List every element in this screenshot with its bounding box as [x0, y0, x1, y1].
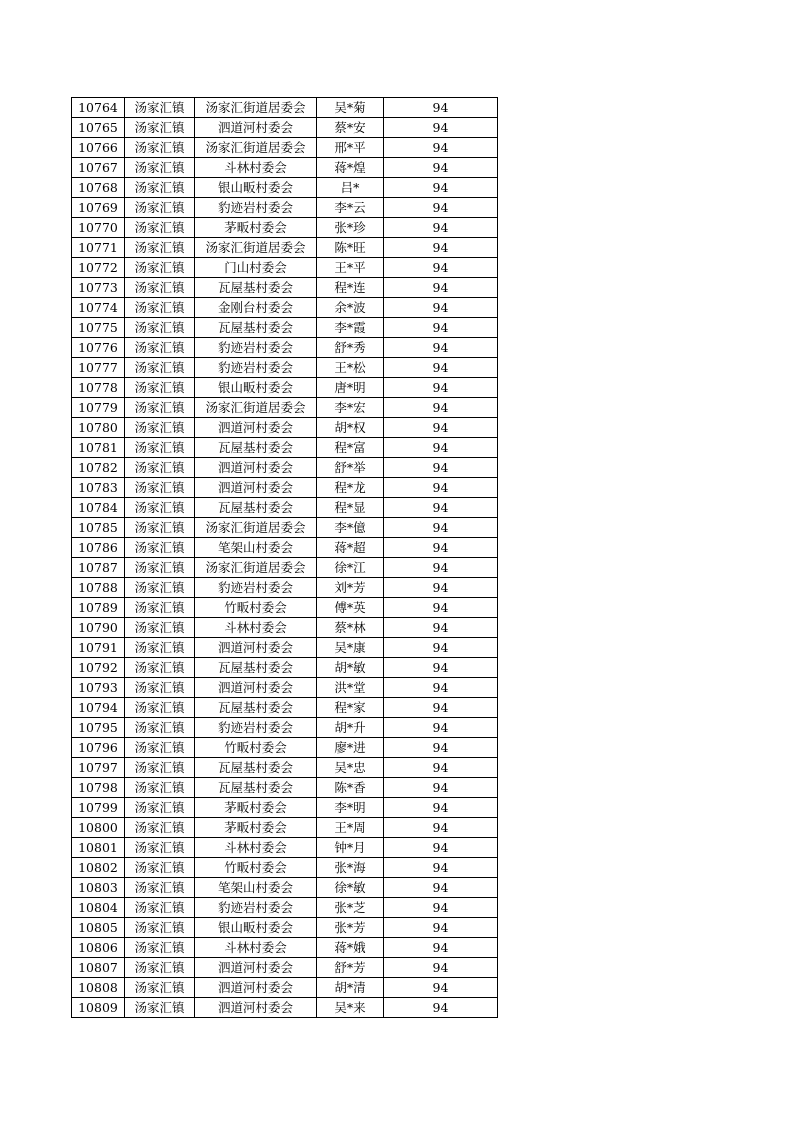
village-committee-cell: 泗道河村委会	[195, 638, 317, 658]
village-committee-cell: 瓦屋基村委会	[195, 778, 317, 798]
table-row	[72, 498, 498, 518]
row-number-cell: 10804	[72, 898, 125, 918]
town-cell: 汤家汇镇	[125, 438, 195, 458]
town-cell: 汤家汇镇	[125, 858, 195, 878]
town-cell: 汤家汇镇	[125, 258, 195, 278]
table-row	[72, 798, 498, 818]
row-number-cell: 10785	[72, 518, 125, 538]
table-row	[72, 358, 498, 378]
town-cell: 汤家汇镇	[125, 958, 195, 978]
village-committee-cell: 斗林村委会	[195, 838, 317, 858]
row-number-cell: 10806	[72, 938, 125, 958]
person-name-cell: 蒋*超	[317, 538, 384, 558]
table-row	[72, 738, 498, 758]
score-cell: 94	[384, 858, 498, 878]
row-number-cell: 10800	[72, 818, 125, 838]
row-number-cell: 10802	[72, 858, 125, 878]
village-committee-cell: 汤家汇街道居委会	[195, 558, 317, 578]
person-name-cell: 陈*旺	[317, 238, 384, 258]
person-name-cell: 刘*芳	[317, 578, 384, 598]
town-cell: 汤家汇镇	[125, 298, 195, 318]
row-number-cell: 10797	[72, 758, 125, 778]
town-cell: 汤家汇镇	[125, 458, 195, 478]
town-cell: 汤家汇镇	[125, 738, 195, 758]
person-name-cell: 王*松	[317, 358, 384, 378]
table-row	[72, 778, 498, 798]
row-number-cell: 10789	[72, 598, 125, 618]
town-cell: 汤家汇镇	[125, 198, 195, 218]
table-row	[72, 858, 498, 878]
row-number-cell: 10791	[72, 638, 125, 658]
village-committee-cell: 银山畈村委会	[195, 378, 317, 398]
table-row	[72, 938, 498, 958]
village-committee-cell: 汤家汇街道居委会	[195, 98, 317, 118]
person-name-cell: 吴*来	[317, 998, 384, 1018]
score-cell: 94	[384, 878, 498, 898]
village-committee-cell: 豹迹岩村委会	[195, 338, 317, 358]
person-name-cell: 张*海	[317, 858, 384, 878]
village-committee-cell: 汤家汇街道居委会	[195, 138, 317, 158]
town-cell: 汤家汇镇	[125, 838, 195, 858]
row-number-cell: 10780	[72, 418, 125, 438]
score-cell: 94	[384, 658, 498, 678]
score-cell: 94	[384, 98, 498, 118]
town-cell: 汤家汇镇	[125, 798, 195, 818]
person-name-cell: 程*显	[317, 498, 384, 518]
table-row	[72, 198, 498, 218]
town-cell: 汤家汇镇	[125, 338, 195, 358]
village-committee-cell: 豹迹岩村委会	[195, 578, 317, 598]
score-cell: 94	[384, 678, 498, 698]
village-committee-cell: 金刚台村委会	[195, 298, 317, 318]
person-name-cell: 唐*明	[317, 378, 384, 398]
village-committee-cell: 汤家汇街道居委会	[195, 238, 317, 258]
table-row	[72, 118, 498, 138]
town-cell: 汤家汇镇	[125, 158, 195, 178]
score-cell: 94	[384, 238, 498, 258]
person-name-cell: 程*连	[317, 278, 384, 298]
town-cell: 汤家汇镇	[125, 978, 195, 998]
table-row	[72, 678, 498, 698]
table-row	[72, 918, 498, 938]
person-name-cell: 李*云	[317, 198, 384, 218]
person-name-cell: 舒*芳	[317, 958, 384, 978]
village-committee-cell: 豹迹岩村委会	[195, 718, 317, 738]
town-cell: 汤家汇镇	[125, 638, 195, 658]
table-row	[72, 518, 498, 538]
town-cell: 汤家汇镇	[125, 598, 195, 618]
score-cell: 94	[384, 958, 498, 978]
table-row	[72, 318, 498, 338]
roster-table	[71, 97, 498, 1018]
village-committee-cell: 瓦屋基村委会	[195, 438, 317, 458]
score-cell: 94	[384, 318, 498, 338]
person-name-cell: 傅*英	[317, 598, 384, 618]
score-cell: 94	[384, 338, 498, 358]
table-row	[72, 258, 498, 278]
town-cell: 汤家汇镇	[125, 218, 195, 238]
row-number-cell: 10808	[72, 978, 125, 998]
person-name-cell: 张*芝	[317, 898, 384, 918]
person-name-cell: 程*家	[317, 698, 384, 718]
village-committee-cell: 泗道河村委会	[195, 678, 317, 698]
village-committee-cell: 泗道河村委会	[195, 478, 317, 498]
row-number-cell: 10786	[72, 538, 125, 558]
table-row	[72, 818, 498, 838]
table-row	[72, 278, 498, 298]
town-cell: 汤家汇镇	[125, 358, 195, 378]
town-cell: 汤家汇镇	[125, 878, 195, 898]
town-cell: 汤家汇镇	[125, 778, 195, 798]
row-number-cell: 10777	[72, 358, 125, 378]
row-number-cell: 10779	[72, 398, 125, 418]
row-number-cell: 10765	[72, 118, 125, 138]
person-name-cell: 吕*	[317, 178, 384, 198]
row-number-cell: 10790	[72, 618, 125, 638]
town-cell: 汤家汇镇	[125, 378, 195, 398]
table-row	[72, 418, 498, 438]
score-cell: 94	[384, 218, 498, 238]
score-cell: 94	[384, 838, 498, 858]
score-cell: 94	[384, 798, 498, 818]
person-name-cell: 李*億	[317, 518, 384, 538]
table-row	[72, 338, 498, 358]
town-cell: 汤家汇镇	[125, 138, 195, 158]
person-name-cell: 吴*康	[317, 638, 384, 658]
score-cell: 94	[384, 358, 498, 378]
score-cell: 94	[384, 938, 498, 958]
score-cell: 94	[384, 518, 498, 538]
table-row	[72, 578, 498, 598]
score-cell: 94	[384, 138, 498, 158]
town-cell: 汤家汇镇	[125, 678, 195, 698]
score-cell: 94	[384, 158, 498, 178]
score-cell: 94	[384, 458, 498, 478]
score-cell: 94	[384, 558, 498, 578]
town-cell: 汤家汇镇	[125, 618, 195, 638]
table-row	[72, 838, 498, 858]
town-cell: 汤家汇镇	[125, 398, 195, 418]
town-cell: 汤家汇镇	[125, 818, 195, 838]
person-name-cell: 陈*香	[317, 778, 384, 798]
person-name-cell: 程*龙	[317, 478, 384, 498]
score-cell: 94	[384, 398, 498, 418]
person-name-cell: 王*周	[317, 818, 384, 838]
person-name-cell: 张*珍	[317, 218, 384, 238]
town-cell: 汤家汇镇	[125, 938, 195, 958]
table-row	[72, 398, 498, 418]
row-number-cell: 10767	[72, 158, 125, 178]
village-committee-cell: 笔架山村委会	[195, 538, 317, 558]
town-cell: 汤家汇镇	[125, 898, 195, 918]
town-cell: 汤家汇镇	[125, 998, 195, 1018]
row-number-cell: 10796	[72, 738, 125, 758]
row-number-cell: 10807	[72, 958, 125, 978]
score-cell: 94	[384, 478, 498, 498]
person-name-cell: 徐*江	[317, 558, 384, 578]
row-number-cell: 10764	[72, 98, 125, 118]
village-committee-cell: 泗道河村委会	[195, 118, 317, 138]
score-cell: 94	[384, 918, 498, 938]
person-name-cell: 廖*进	[317, 738, 384, 758]
town-cell: 汤家汇镇	[125, 98, 195, 118]
table-row	[72, 618, 498, 638]
row-number-cell: 10799	[72, 798, 125, 818]
village-committee-cell: 瓦屋基村委会	[195, 758, 317, 778]
score-cell: 94	[384, 278, 498, 298]
person-name-cell: 洪*堂	[317, 678, 384, 698]
village-committee-cell: 泗道河村委会	[195, 958, 317, 978]
person-name-cell: 程*富	[317, 438, 384, 458]
village-committee-cell: 斗林村委会	[195, 938, 317, 958]
person-name-cell: 蒋*娥	[317, 938, 384, 958]
town-cell: 汤家汇镇	[125, 318, 195, 338]
score-cell: 94	[384, 298, 498, 318]
score-cell: 94	[384, 578, 498, 598]
village-committee-cell: 茅畈村委会	[195, 798, 317, 818]
score-cell: 94	[384, 778, 498, 798]
person-name-cell: 邢*平	[317, 138, 384, 158]
village-committee-cell: 豹迹岩村委会	[195, 358, 317, 378]
table-row	[72, 98, 498, 118]
score-cell: 94	[384, 738, 498, 758]
village-committee-cell: 泗道河村委会	[195, 418, 317, 438]
table-row	[72, 538, 498, 558]
person-name-cell: 徐*敏	[317, 878, 384, 898]
row-number-cell: 10776	[72, 338, 125, 358]
village-committee-cell: 瓦屋基村委会	[195, 698, 317, 718]
row-number-cell: 10795	[72, 718, 125, 738]
person-name-cell: 舒*举	[317, 458, 384, 478]
row-number-cell: 10769	[72, 198, 125, 218]
town-cell: 汤家汇镇	[125, 178, 195, 198]
row-number-cell: 10773	[72, 278, 125, 298]
town-cell: 汤家汇镇	[125, 758, 195, 778]
row-number-cell: 10805	[72, 918, 125, 938]
row-number-cell: 10781	[72, 438, 125, 458]
row-number-cell: 10792	[72, 658, 125, 678]
table-row	[72, 218, 498, 238]
person-name-cell: 胡*清	[317, 978, 384, 998]
village-committee-cell: 泗道河村委会	[195, 458, 317, 478]
table-row	[72, 298, 498, 318]
row-number-cell: 10798	[72, 778, 125, 798]
table-row	[72, 478, 498, 498]
village-committee-cell: 斗林村委会	[195, 618, 317, 638]
table-row	[72, 438, 498, 458]
row-number-cell: 10774	[72, 298, 125, 318]
town-cell: 汤家汇镇	[125, 118, 195, 138]
person-name-cell: 舒*秀	[317, 338, 384, 358]
score-cell: 94	[384, 118, 498, 138]
score-cell: 94	[384, 818, 498, 838]
row-number-cell: 10809	[72, 998, 125, 1018]
village-committee-cell: 瓦屋基村委会	[195, 658, 317, 678]
person-name-cell: 李*明	[317, 798, 384, 818]
person-name-cell: 蒋*煌	[317, 158, 384, 178]
person-name-cell: 蔡*林	[317, 618, 384, 638]
roster-table-body	[72, 98, 498, 1018]
row-number-cell: 10803	[72, 878, 125, 898]
row-number-cell: 10783	[72, 478, 125, 498]
village-committee-cell: 泗道河村委会	[195, 978, 317, 998]
village-committee-cell: 竹畈村委会	[195, 858, 317, 878]
table-row	[72, 898, 498, 918]
town-cell: 汤家汇镇	[125, 518, 195, 538]
village-committee-cell: 银山畈村委会	[195, 918, 317, 938]
score-cell: 94	[384, 758, 498, 778]
table-row	[72, 658, 498, 678]
score-cell: 94	[384, 898, 498, 918]
table-row	[72, 638, 498, 658]
village-committee-cell: 瓦屋基村委会	[195, 278, 317, 298]
row-number-cell: 10793	[72, 678, 125, 698]
person-name-cell: 吴*忠	[317, 758, 384, 778]
score-cell: 94	[384, 378, 498, 398]
row-number-cell: 10775	[72, 318, 125, 338]
score-cell: 94	[384, 978, 498, 998]
score-cell: 94	[384, 618, 498, 638]
village-committee-cell: 斗林村委会	[195, 158, 317, 178]
town-cell: 汤家汇镇	[125, 478, 195, 498]
table-row	[72, 698, 498, 718]
row-number-cell: 10770	[72, 218, 125, 238]
town-cell: 汤家汇镇	[125, 538, 195, 558]
town-cell: 汤家汇镇	[125, 698, 195, 718]
village-committee-cell: 泗道河村委会	[195, 998, 317, 1018]
village-committee-cell: 银山畈村委会	[195, 178, 317, 198]
score-cell: 94	[384, 598, 498, 618]
table-row	[72, 558, 498, 578]
table-row	[72, 158, 498, 178]
score-cell: 94	[384, 258, 498, 278]
row-number-cell: 10801	[72, 838, 125, 858]
town-cell: 汤家汇镇	[125, 658, 195, 678]
row-number-cell: 10778	[72, 378, 125, 398]
row-number-cell: 10787	[72, 558, 125, 578]
table-row	[72, 998, 498, 1018]
town-cell: 汤家汇镇	[125, 718, 195, 738]
table-row	[72, 178, 498, 198]
score-cell: 94	[384, 198, 498, 218]
person-name-cell: 王*平	[317, 258, 384, 278]
person-name-cell: 李*霞	[317, 318, 384, 338]
table-row	[72, 758, 498, 778]
person-name-cell: 钟*月	[317, 838, 384, 858]
score-cell: 94	[384, 418, 498, 438]
row-number-cell: 10794	[72, 698, 125, 718]
table-row	[72, 718, 498, 738]
table-row	[72, 458, 498, 478]
score-cell: 94	[384, 998, 498, 1018]
table-row	[72, 598, 498, 618]
town-cell: 汤家汇镇	[125, 418, 195, 438]
village-committee-cell: 茅畈村委会	[195, 818, 317, 838]
score-cell: 94	[384, 498, 498, 518]
village-committee-cell: 汤家汇街道居委会	[195, 398, 317, 418]
score-cell: 94	[384, 178, 498, 198]
village-committee-cell: 瓦屋基村委会	[195, 498, 317, 518]
row-number-cell: 10784	[72, 498, 125, 518]
village-committee-cell: 竹畈村委会	[195, 598, 317, 618]
person-name-cell: 李*宏	[317, 398, 384, 418]
village-committee-cell: 瓦屋基村委会	[195, 318, 317, 338]
person-name-cell: 吴*菊	[317, 98, 384, 118]
village-committee-cell: 笔架山村委会	[195, 878, 317, 898]
town-cell: 汤家汇镇	[125, 498, 195, 518]
table-row	[72, 878, 498, 898]
score-cell: 94	[384, 438, 498, 458]
village-committee-cell: 汤家汇街道居委会	[195, 518, 317, 538]
table-row	[72, 238, 498, 258]
village-committee-cell: 竹畈村委会	[195, 738, 317, 758]
person-name-cell: 胡*升	[317, 718, 384, 738]
table-row	[72, 138, 498, 158]
person-name-cell: 胡*权	[317, 418, 384, 438]
row-number-cell: 10772	[72, 258, 125, 278]
row-number-cell: 10771	[72, 238, 125, 258]
table-row	[72, 958, 498, 978]
score-cell: 94	[384, 698, 498, 718]
village-committee-cell: 门山村委会	[195, 258, 317, 278]
village-committee-cell: 茅畈村委会	[195, 218, 317, 238]
score-cell: 94	[384, 638, 498, 658]
person-name-cell: 胡*敏	[317, 658, 384, 678]
person-name-cell: 余*波	[317, 298, 384, 318]
score-cell: 94	[384, 538, 498, 558]
town-cell: 汤家汇镇	[125, 278, 195, 298]
table-row	[72, 378, 498, 398]
town-cell: 汤家汇镇	[125, 238, 195, 258]
village-committee-cell: 豹迹岩村委会	[195, 198, 317, 218]
table-row	[72, 978, 498, 998]
row-number-cell: 10766	[72, 138, 125, 158]
village-committee-cell: 豹迹岩村委会	[195, 898, 317, 918]
town-cell: 汤家汇镇	[125, 578, 195, 598]
town-cell: 汤家汇镇	[125, 918, 195, 938]
row-number-cell: 10782	[72, 458, 125, 478]
score-cell: 94	[384, 718, 498, 738]
person-name-cell: 张*芳	[317, 918, 384, 938]
person-name-cell: 蔡*安	[317, 118, 384, 138]
row-number-cell: 10768	[72, 178, 125, 198]
row-number-cell: 10788	[72, 578, 125, 598]
town-cell: 汤家汇镇	[125, 558, 195, 578]
